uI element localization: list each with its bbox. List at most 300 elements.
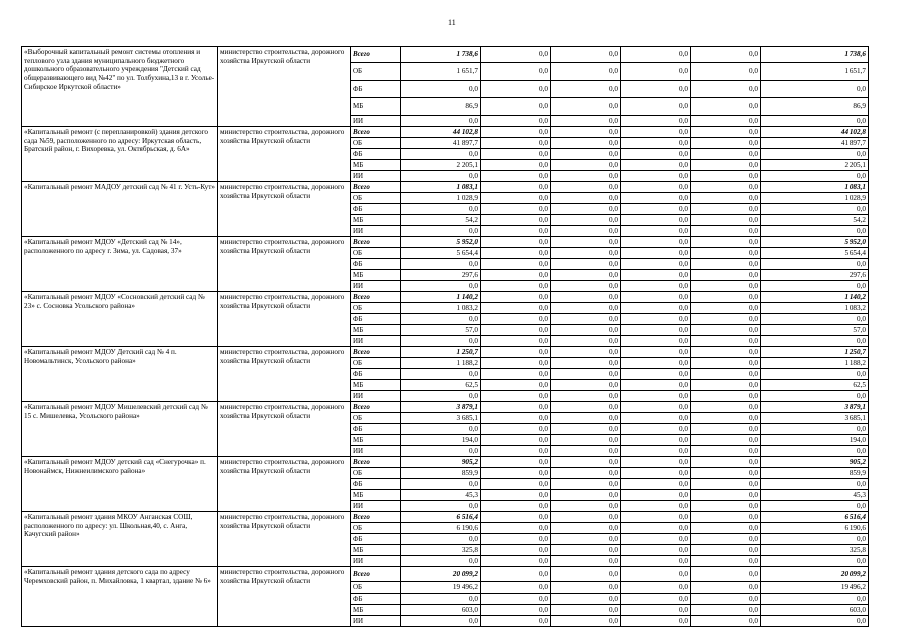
amount-cell: 0,0 [551, 336, 621, 347]
amount-cell: 0,0 [621, 358, 691, 369]
amount-cell: 0,0 [621, 534, 691, 545]
project-name-cell: «Капитальный ремонт МДОУ Детский сад № 4 п. Новомальтинск, Усольского района» [22, 347, 218, 402]
amount-cell: 0,0 [481, 116, 551, 127]
amount-cell: 0,0 [551, 149, 621, 160]
row-total-cell: 3 879,1 [761, 402, 869, 413]
amount-cell: 0,0 [481, 63, 551, 81]
amount-cell: 0,0 [691, 468, 761, 479]
amount-cell: 0,0 [691, 325, 761, 336]
project-name-cell: «Капитальный ремонт МАДОУ детский сад № 41 г. Усть-Кут» [22, 182, 218, 237]
amount-cell: 0,0 [401, 446, 481, 457]
amount-cell: 0,0 [621, 545, 691, 556]
funding-source-cell: ОБ [351, 248, 401, 259]
amount-cell: 0,0 [551, 303, 621, 314]
amount-cell: 0,0 [621, 63, 691, 81]
amount-cell: 62,5 [401, 380, 481, 391]
amount-cell: 0,0 [621, 303, 691, 314]
amount-cell: 0,0 [551, 512, 621, 523]
amount-cell: 5 952,0 [401, 237, 481, 248]
row-total-cell: 0,0 [761, 479, 869, 490]
amount-cell: 0,0 [481, 479, 551, 490]
amount-cell: 0,0 [691, 501, 761, 512]
amount-cell: 0,0 [691, 391, 761, 402]
amount-cell: 0,0 [621, 512, 691, 523]
amount-cell: 0,0 [691, 479, 761, 490]
amount-cell: 0,0 [691, 248, 761, 259]
page-number: 11 [448, 18, 456, 27]
amount-cell: 0,0 [481, 594, 551, 605]
amount-cell: 0,0 [401, 226, 481, 237]
funding-source-cell: МБ [351, 160, 401, 171]
amount-cell: 0,0 [621, 413, 691, 424]
amount-cell: 0,0 [551, 545, 621, 556]
amount-cell: 0,0 [551, 63, 621, 81]
amount-cell: 0,0 [551, 523, 621, 534]
funding-source-cell: ИИ [351, 226, 401, 237]
executor-cell: министерство строительства, дорожного хозяйства Иркутской области [218, 292, 351, 347]
amount-cell: 905,2 [401, 457, 481, 468]
funding-source-cell: МБ [351, 545, 401, 556]
project-name-cell: «Капитальный ремонт МДОУ «Детский сад № 14», расположенного по адресу г. Зима, ул. Садовая, 37» [22, 237, 218, 292]
amount-cell: 0,0 [551, 380, 621, 391]
row-total-cell: 86,9 [761, 98, 869, 116]
amount-cell: 54,2 [401, 215, 481, 226]
funding-source-cell: ОБ [351, 138, 401, 149]
amount-cell: 6 516,4 [401, 512, 481, 523]
row-total-cell: 6 516,4 [761, 512, 869, 523]
amount-cell: 0,0 [621, 446, 691, 457]
amount-cell: 0,0 [481, 616, 551, 627]
amount-cell: 0,0 [401, 616, 481, 627]
amount-cell: 0,0 [481, 47, 551, 63]
row-total-cell: 0,0 [761, 369, 869, 380]
amount-cell: 0,0 [621, 193, 691, 204]
amount-cell: 1 140,2 [401, 292, 481, 303]
amount-cell: 86,9 [401, 98, 481, 116]
row-total-cell: 0,0 [761, 149, 869, 160]
amount-cell: 859,9 [401, 468, 481, 479]
amount-cell: 0,0 [691, 303, 761, 314]
amount-cell: 0,0 [691, 457, 761, 468]
funding-source-cell: ФБ [351, 204, 401, 215]
row-total-cell: 62,5 [761, 380, 869, 391]
amount-cell: 0,0 [551, 490, 621, 501]
funding-source-cell: ФБ [351, 259, 401, 270]
amount-cell: 1 083,2 [401, 303, 481, 314]
project-name-cell: «Капитальный ремонт МДОУ «Сосновский детский сад № 23» с. Сосновка Усольского района» [22, 292, 218, 347]
amount-cell: 0,0 [401, 534, 481, 545]
row-total-cell: 3 685,1 [761, 413, 869, 424]
amount-cell: 0,0 [481, 582, 551, 594]
amount-cell: 0,0 [551, 204, 621, 215]
project-name-cell: «Выборочный капитальный ремонт системы отопления и теплового узла здания муниципального бюджетного дошкольного образовательного учреждения "Детский сад общеразвивающего вид №42" по ул. Толбухина,13 в г. Усолье-Сибирское Иркутской области» [22, 47, 218, 127]
row-total-cell: 194,0 [761, 435, 869, 446]
amount-cell: 0,0 [621, 237, 691, 248]
amount-cell: 0,0 [481, 336, 551, 347]
amount-cell: 0,0 [481, 605, 551, 616]
amount-cell: 0,0 [691, 149, 761, 160]
row-total-cell: 2 205,1 [761, 160, 869, 171]
amount-cell: 1 188,2 [401, 358, 481, 369]
executor-cell: министерство строительства, дорожного хозяйства Иркутской области [218, 512, 351, 567]
funding-source-cell: МБ [351, 435, 401, 446]
amount-cell: 0,0 [551, 567, 621, 582]
row-total-cell: 325,8 [761, 545, 869, 556]
row-total-cell: 297,6 [761, 270, 869, 281]
amount-cell: 57,0 [401, 325, 481, 336]
amount-cell: 0,0 [551, 127, 621, 138]
amount-cell: 0,0 [691, 605, 761, 616]
funding-source-cell: ОБ [351, 63, 401, 81]
amount-cell: 0,0 [401, 424, 481, 435]
amount-cell: 20 099,2 [401, 567, 481, 582]
row-total-cell: 1 083,1 [761, 182, 869, 193]
amount-cell: 0,0 [481, 402, 551, 413]
project-name-cell: «Капитальный ремонт МДОУ детский сад «Снегурочка» п. Новонаймск, Нижнеилимского района» [22, 457, 218, 512]
amount-cell: 0,0 [621, 582, 691, 594]
amount-cell: 297,6 [401, 270, 481, 281]
amount-cell: 0,0 [481, 215, 551, 226]
row-total-cell: 1 651,7 [761, 63, 869, 81]
amount-cell: 0,0 [621, 501, 691, 512]
amount-cell: 0,0 [691, 358, 761, 369]
amount-cell: 0,0 [401, 369, 481, 380]
amount-cell: 0,0 [551, 314, 621, 325]
amount-cell: 0,0 [691, 63, 761, 81]
row-total-cell: 20 099,2 [761, 567, 869, 582]
row-total-cell: 6 190,6 [761, 523, 869, 534]
table-row [22, 457, 869, 468]
funding-source-cell: Всего [351, 347, 401, 358]
amount-cell: 0,0 [481, 391, 551, 402]
amount-cell: 0,0 [481, 204, 551, 215]
amount-cell: 0,0 [621, 616, 691, 627]
amount-cell: 0,0 [551, 226, 621, 237]
funding-source-cell: ИИ [351, 446, 401, 457]
amount-cell: 0,0 [691, 226, 761, 237]
amount-cell: 0,0 [481, 325, 551, 336]
amount-cell: 0,0 [551, 116, 621, 127]
amount-cell: 0,0 [621, 435, 691, 446]
amount-cell: 0,0 [691, 594, 761, 605]
funding-source-cell: МБ [351, 380, 401, 391]
row-total-cell: 1 083,2 [761, 303, 869, 314]
row-total-cell: 45,3 [761, 490, 869, 501]
amount-cell: 0,0 [481, 193, 551, 204]
funding-source-cell: ОБ [351, 303, 401, 314]
table-row [22, 47, 869, 63]
amount-cell: 0,0 [481, 127, 551, 138]
amount-cell: 0,0 [621, 259, 691, 270]
amount-cell: 0,0 [481, 501, 551, 512]
amount-cell: 0,0 [481, 567, 551, 582]
amount-cell: 1 651,7 [401, 63, 481, 81]
amount-cell: 0,0 [481, 413, 551, 424]
amount-cell: 2 205,1 [401, 160, 481, 171]
amount-cell: 0,0 [691, 116, 761, 127]
amount-cell: 0,0 [621, 226, 691, 237]
funding-source-cell: Всего [351, 47, 401, 63]
funding-source-cell: ОБ [351, 413, 401, 424]
amount-cell: 0,0 [691, 582, 761, 594]
amount-cell: 0,0 [481, 270, 551, 281]
amount-cell: 0,0 [691, 237, 761, 248]
amount-cell: 0,0 [691, 193, 761, 204]
amount-cell: 0,0 [621, 391, 691, 402]
amount-cell: 0,0 [481, 248, 551, 259]
funding-source-cell: ОБ [351, 468, 401, 479]
table-row [22, 292, 869, 303]
amount-cell: 0,0 [621, 270, 691, 281]
amount-cell: 0,0 [481, 446, 551, 457]
amount-cell: 325,8 [401, 545, 481, 556]
amount-cell: 0,0 [481, 369, 551, 380]
amount-cell: 0,0 [481, 138, 551, 149]
amount-cell: 0,0 [691, 616, 761, 627]
amount-cell: 0,0 [551, 347, 621, 358]
table-row [22, 347, 869, 358]
row-total-cell: 859,9 [761, 468, 869, 479]
amount-cell: 0,0 [691, 182, 761, 193]
amount-cell: 0,0 [691, 545, 761, 556]
amount-cell: 0,0 [691, 215, 761, 226]
amount-cell: 0,0 [621, 149, 691, 160]
row-total-cell: 0,0 [761, 534, 869, 545]
row-total-cell: 905,2 [761, 457, 869, 468]
amount-cell: 0,0 [621, 314, 691, 325]
amount-cell: 0,0 [401, 336, 481, 347]
amount-cell: 0,0 [551, 446, 621, 457]
row-total-cell: 0,0 [761, 259, 869, 270]
project-name-cell: «Капитальный ремонт (с перепланировкой) здания детского сада №59, расположенного по адресу: Иркутская область, Братский район, г. Вихоревка, ул. Октябрьская, д. 6А» [22, 127, 218, 182]
amount-cell: 0,0 [691, 204, 761, 215]
funding-source-cell: ОБ [351, 193, 401, 204]
amount-cell: 3 685,1 [401, 413, 481, 424]
amount-cell: 0,0 [691, 380, 761, 391]
amount-cell: 0,0 [621, 424, 691, 435]
project-name-cell: «Капитальный ремонт МДОУ Мишелевский детский сад № 15 с. Мишелевка, Усольского района» [22, 402, 218, 457]
amount-cell: 0,0 [691, 138, 761, 149]
amount-cell: 0,0 [551, 171, 621, 182]
project-name-cell: «Капитальный ремонт здания МКОУ Анганская СОШ, расположенного по адресу: ул. Школьная,40, с. Анга, Качугский район» [22, 512, 218, 567]
amount-cell: 0,0 [481, 237, 551, 248]
amount-cell: 0,0 [481, 182, 551, 193]
row-total-cell: 1 028,9 [761, 193, 869, 204]
amount-cell: 3 879,1 [401, 402, 481, 413]
amount-cell: 44 102,8 [401, 127, 481, 138]
row-total-cell: 0,0 [761, 446, 869, 457]
amount-cell: 0,0 [691, 534, 761, 545]
amount-cell: 19 496,2 [401, 582, 481, 594]
funding-source-cell: ФБ [351, 479, 401, 490]
amount-cell: 0,0 [691, 435, 761, 446]
amount-cell: 0,0 [401, 81, 481, 98]
amount-cell: 0,0 [401, 479, 481, 490]
amount-cell: 5 654,4 [401, 248, 481, 259]
amount-cell: 0,0 [551, 369, 621, 380]
table-row [22, 182, 869, 193]
row-total-cell: 1 140,2 [761, 292, 869, 303]
amount-cell: 0,0 [621, 325, 691, 336]
amount-cell: 0,0 [621, 468, 691, 479]
amount-cell: 0,0 [621, 98, 691, 116]
amount-cell: 0,0 [401, 259, 481, 270]
amount-cell: 0,0 [551, 259, 621, 270]
amount-cell: 0,0 [401, 204, 481, 215]
amount-cell: 0,0 [551, 281, 621, 292]
amount-cell: 0,0 [481, 457, 551, 468]
funding-source-cell: ФБ [351, 424, 401, 435]
amount-cell: 0,0 [401, 149, 481, 160]
funding-source-cell: ФБ [351, 369, 401, 380]
amount-cell: 0,0 [481, 556, 551, 567]
amount-cell: 0,0 [481, 545, 551, 556]
funding-source-cell: Всего [351, 127, 401, 138]
amount-cell: 0,0 [481, 523, 551, 534]
amount-cell: 0,0 [551, 424, 621, 435]
amount-cell: 0,0 [551, 402, 621, 413]
amount-cell: 0,0 [691, 259, 761, 270]
amount-cell: 0,0 [551, 605, 621, 616]
amount-cell: 0,0 [691, 270, 761, 281]
amount-cell: 0,0 [691, 98, 761, 116]
funding-source-cell: ОБ [351, 358, 401, 369]
funding-source-cell: МБ [351, 98, 401, 116]
row-total-cell: 0,0 [761, 204, 869, 215]
amount-cell: 0,0 [481, 81, 551, 98]
amount-cell: 0,0 [621, 479, 691, 490]
amount-cell: 0,0 [481, 534, 551, 545]
row-total-cell: 0,0 [761, 594, 869, 605]
funding-source-cell: ФБ [351, 81, 401, 98]
amount-cell: 194,0 [401, 435, 481, 446]
amount-cell: 0,0 [481, 98, 551, 116]
row-total-cell: 0,0 [761, 556, 869, 567]
funding-source-cell: МБ [351, 490, 401, 501]
amount-cell: 0,0 [551, 435, 621, 446]
amount-cell: 0,0 [551, 47, 621, 63]
amount-cell: 0,0 [481, 171, 551, 182]
funding-source-cell: ОБ [351, 582, 401, 594]
amount-cell: 0,0 [691, 402, 761, 413]
amount-cell: 0,0 [551, 292, 621, 303]
amount-cell: 0,0 [551, 81, 621, 98]
amount-cell: 0,0 [481, 160, 551, 171]
row-total-cell: 0,0 [761, 336, 869, 347]
amount-cell: 0,0 [551, 616, 621, 627]
amount-cell: 0,0 [621, 160, 691, 171]
amount-cell: 0,0 [481, 347, 551, 358]
amount-cell: 0,0 [621, 47, 691, 63]
funding-source-cell: Всего [351, 182, 401, 193]
funding-source-cell: Всего [351, 292, 401, 303]
amount-cell: 0,0 [551, 358, 621, 369]
funding-source-cell: ИИ [351, 336, 401, 347]
amount-cell: 0,0 [691, 314, 761, 325]
amount-cell: 0,0 [481, 358, 551, 369]
amount-cell: 0,0 [401, 501, 481, 512]
funding-source-cell: ИИ [351, 501, 401, 512]
amount-cell: 0,0 [481, 512, 551, 523]
amount-cell: 0,0 [691, 413, 761, 424]
executor-cell: министерство строительства, дорожного хозяйства Иркутской области [218, 567, 351, 627]
amount-cell: 0,0 [621, 248, 691, 259]
row-total-cell: 0,0 [761, 81, 869, 98]
amount-cell: 0,0 [401, 281, 481, 292]
amount-cell: 0,0 [401, 314, 481, 325]
amount-cell: 0,0 [401, 391, 481, 402]
amount-cell: 0,0 [621, 281, 691, 292]
funding-source-cell: Всего [351, 457, 401, 468]
amount-cell: 0,0 [621, 556, 691, 567]
amount-cell: 0,0 [621, 402, 691, 413]
row-total-cell: 5 952,0 [761, 237, 869, 248]
amount-cell: 0,0 [691, 490, 761, 501]
funding-source-cell: Всего [351, 402, 401, 413]
amount-cell: 0,0 [551, 193, 621, 204]
amount-cell: 1 738,6 [401, 47, 481, 63]
amount-cell: 0,0 [481, 226, 551, 237]
amount-cell: 0,0 [691, 292, 761, 303]
amount-cell: 0,0 [401, 556, 481, 567]
funding-source-cell: ИИ [351, 391, 401, 402]
amount-cell: 45,3 [401, 490, 481, 501]
amount-cell: 0,0 [481, 424, 551, 435]
amount-cell: 0,0 [481, 303, 551, 314]
amount-cell: 0,0 [691, 512, 761, 523]
amount-cell: 0,0 [621, 81, 691, 98]
row-total-cell: 5 654,4 [761, 248, 869, 259]
funding-source-cell: Всего [351, 567, 401, 582]
amount-cell: 0,0 [621, 116, 691, 127]
amount-cell: 0,0 [621, 369, 691, 380]
row-total-cell: 0,0 [761, 391, 869, 402]
funding-source-cell: ИИ [351, 616, 401, 627]
amount-cell: 0,0 [551, 270, 621, 281]
amount-cell: 0,0 [551, 582, 621, 594]
row-total-cell: 19 496,2 [761, 582, 869, 594]
executor-cell: министерство строительства, дорожного хозяйства Иркутской области [218, 457, 351, 512]
funding-source-cell: МБ [351, 605, 401, 616]
amount-cell: 0,0 [691, 446, 761, 457]
amount-cell: 0,0 [551, 594, 621, 605]
amount-cell: 603,0 [401, 605, 481, 616]
amount-cell: 0,0 [691, 347, 761, 358]
table-row [22, 402, 869, 413]
amount-cell: 1 028,9 [401, 193, 481, 204]
executor-cell: министерство строительства, дорожного хозяйства Иркутской области [218, 182, 351, 237]
amount-cell: 0,0 [691, 336, 761, 347]
amount-cell: 0,0 [691, 81, 761, 98]
funding-source-cell: ФБ [351, 534, 401, 545]
amount-cell: 0,0 [691, 523, 761, 534]
amount-cell: 0,0 [621, 594, 691, 605]
amount-cell: 0,0 [621, 457, 691, 468]
table-row [22, 512, 869, 523]
amount-cell: 0,0 [621, 138, 691, 149]
amount-cell: 0,0 [621, 127, 691, 138]
row-total-cell: 0,0 [761, 171, 869, 182]
amount-cell: 0,0 [691, 281, 761, 292]
executor-cell: министерство строительства, дорожного хозяйства Иркутской области [218, 347, 351, 402]
amount-cell: 0,0 [401, 594, 481, 605]
executor-cell: министерство строительства, дорожного хозяйства Иркутской области [218, 47, 351, 127]
funding-source-cell: ФБ [351, 314, 401, 325]
amount-cell: 0,0 [691, 424, 761, 435]
amount-cell: 0,0 [551, 160, 621, 171]
row-total-cell: 44 102,8 [761, 127, 869, 138]
amount-cell: 0,0 [691, 47, 761, 63]
